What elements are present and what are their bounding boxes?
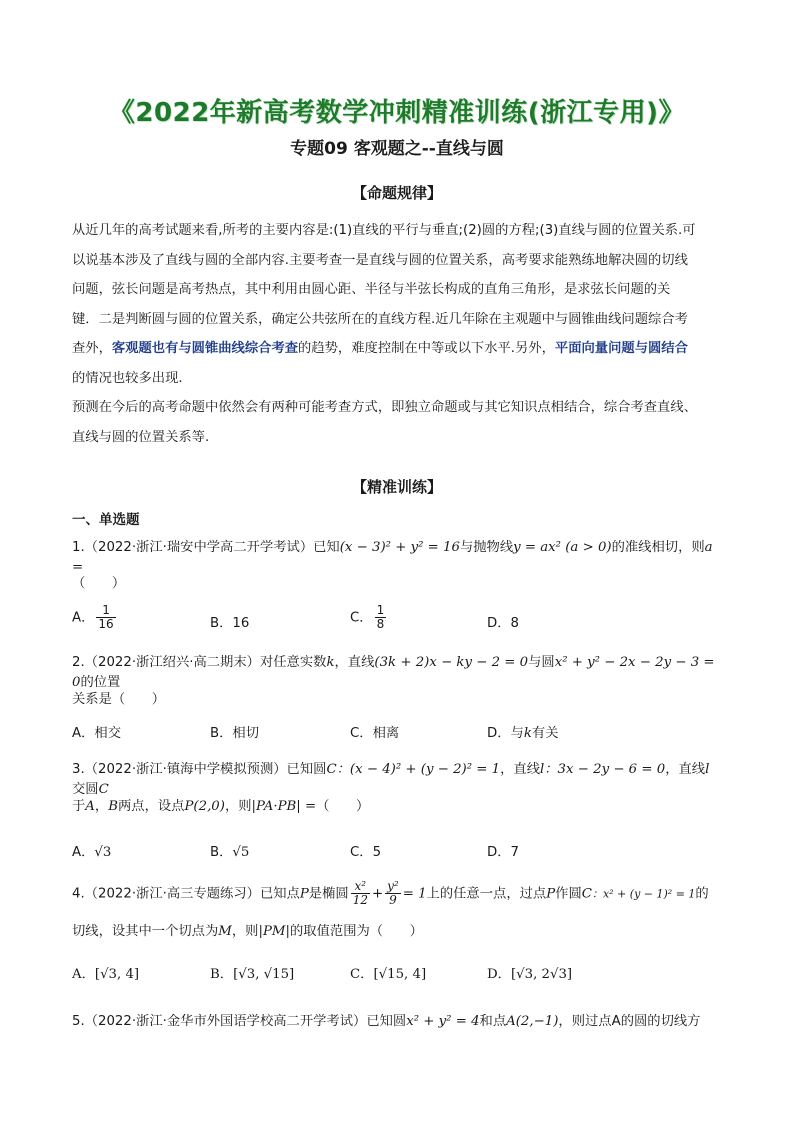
math-expression: y = ax² (a > 0) — [513, 540, 612, 555]
math-expression: √3 — [94, 845, 112, 860]
intro-line: 直线与圆的位置关系等. — [72, 429, 210, 445]
option-a — [72, 841, 111, 860]
question-text: 的位置 — [80, 675, 121, 690]
denominator: 12 — [352, 893, 368, 907]
math-expression: ：(x − 4)² + (y − 2)² = 1 — [336, 762, 501, 777]
option-b: B．[√3, √15] — [210, 967, 295, 982]
option-a — [72, 604, 118, 631]
question-text — [72, 797, 722, 817]
math-expression: P — [546, 886, 556, 902]
section-heading-rules: 【命题规律】 — [351, 184, 442, 202]
question-text: 的准线相切，则 — [611, 540, 705, 555]
denominator: 9 — [389, 893, 397, 907]
denominator: 16 — [98, 617, 114, 631]
math-expression: C — [581, 886, 592, 902]
option-a: A．相交 — [72, 726, 121, 741]
math-expression: |PM| — [258, 924, 291, 939]
question-text: 3.（2022·浙江·镇海中学模拟预测）已知圆 — [72, 762, 327, 777]
option-label: A． — [72, 845, 95, 860]
math-expression: + — [371, 886, 384, 902]
math-expression: ：x² + (y − 1)² = 1 — [591, 887, 696, 901]
question-5 — [72, 1012, 722, 1032]
math-expression: l — [540, 762, 545, 777]
question-text: 切线，设其中一个切点为 — [72, 924, 219, 939]
option-a: A．[√3, 4] — [72, 967, 140, 982]
denominator: 8 — [376, 617, 385, 631]
intro-text: 查外， — [72, 341, 112, 356]
intro-line: 问题，弦长问题是高考热点，其中利用由圆心距、半径与半弦长构成的直角三角形，是求弦长问题的关 — [72, 282, 671, 297]
question-text: ， — [94, 799, 109, 814]
question-text: 5.（2022·浙江·金华市外国语学校高二开学考试）已知圆 — [72, 1014, 407, 1029]
option-c: C．5 — [350, 845, 382, 860]
part-heading-single-choice: 一、单选题 — [72, 512, 140, 528]
fraction — [375, 604, 387, 631]
math-expression: = 1 — [402, 886, 427, 902]
math-expression: C — [326, 762, 337, 777]
option-c — [350, 604, 388, 631]
math-expression: ：3x − 2y − 6 = 0 — [544, 762, 666, 777]
question-3 — [72, 760, 722, 800]
question-text: ，直线 — [665, 762, 706, 777]
intro-line: 键．二是判断圆与圆的位置关系，确定公共弦所在的直线方程.近几年除在主观题中与圆锥曲线问题综合考 — [72, 311, 688, 327]
option-b: B．16 — [210, 616, 250, 631]
intro-paragraph — [72, 216, 722, 452]
intro-text: 的趋势，难度控制在中等或以下水平.另外， — [298, 341, 555, 356]
question-text: 与圆 — [528, 655, 555, 670]
math-expression: (x − 3)² + y² = 16 — [339, 540, 460, 555]
question-2 — [72, 653, 722, 693]
question-text: 的 — [695, 886, 709, 902]
option-b — [210, 841, 249, 860]
intro-line: 预测在今后的高考命题中依然会有两种可能考查方式，即独立命题或与其它知识点相结合，综合考查直线、 — [72, 400, 697, 415]
document-title: 《2022年新高考数学冲刺精准训练(浙江专用)》 — [108, 98, 686, 128]
math-expression: M — [218, 924, 232, 939]
math-expression: a = — [72, 540, 713, 575]
question-text: 2.（2022·浙江绍兴·高二期末）对任意实数 — [72, 655, 327, 670]
intro-line — [72, 334, 722, 364]
math-expression: x² + y² = 4 — [406, 1014, 480, 1029]
fraction — [385, 880, 401, 907]
answer-blank: （ ） — [316, 799, 370, 814]
question-text: ，直线 — [334, 655, 375, 670]
numerator: x² — [351, 880, 370, 894]
math-expression: P(2,0) — [184, 799, 225, 814]
math-expression: (3k + 2)x − ky − 2 = 0 — [374, 655, 529, 670]
question-text: ，则过点A的圆的切线方 — [558, 1014, 701, 1029]
question-text: 上的任意一点，过点 — [426, 886, 547, 902]
option-label: B． — [210, 845, 233, 860]
question-text: 交圆 — [72, 782, 99, 797]
math-expression: k — [523, 726, 532, 741]
question-text: 4.（2022·浙江·高三专题练习）已知点 — [72, 886, 300, 902]
highlight-text: 平面向量问题与圆结合 — [554, 341, 688, 356]
option-label: A． — [72, 610, 95, 626]
question-text: 1.（2022·浙江·瑞安中学高二开学考试）已知 — [72, 540, 340, 555]
intro-line: 以说基本涉及了直线与圆的全部内容.主要考查一是直线与圆的位置关系，高考要求能熟练地解决圆的切线 — [72, 252, 688, 268]
fraction — [351, 880, 370, 907]
math-expression: P — [299, 886, 309, 902]
numerator: 1 — [96, 604, 115, 618]
section-heading-training: 【精准训练】 — [351, 478, 442, 496]
question-text: 作圆 — [555, 886, 582, 902]
question-text: 于 — [72, 799, 86, 814]
option-c: C．相离 — [350, 726, 400, 741]
question-text: 关系是（ ） — [72, 692, 166, 707]
option-d: D．8 — [487, 616, 519, 631]
question-text: ，则 — [224, 799, 252, 814]
question-text: 与抛物线 — [459, 540, 514, 555]
question-text: 是椭圆 — [308, 886, 349, 902]
question-text: ，直线 — [500, 762, 540, 777]
math-expression: l — [705, 762, 710, 777]
option-text: 有关 — [531, 726, 559, 741]
numerator: y² — [387, 879, 399, 893]
question-1 — [72, 538, 722, 578]
fraction — [96, 604, 115, 631]
question-text: 和点 — [479, 1014, 507, 1029]
highlight-text: 客观题也有与圆锥曲线综合考查 — [111, 341, 299, 356]
math-expression: x² + y² − 2x − 2y − 3 = 0 — [72, 655, 715, 690]
intro-line: 的情况也较多出现. — [72, 370, 183, 386]
math-expression: B — [108, 799, 118, 814]
question-4 — [72, 880, 722, 907]
document-subtitle: 专题09 客观题之--直线与圆 — [290, 139, 504, 159]
math-expression: A(2,−1) — [506, 1014, 559, 1029]
numerator: 1 — [376, 603, 385, 617]
math-expression: k — [326, 655, 335, 670]
option-d: D．[√3, 2√3] — [487, 967, 573, 982]
option-c: C．[√15, 4] — [350, 967, 427, 982]
option-text: D．与 — [487, 726, 524, 741]
question-text: 两点，设点 — [117, 799, 185, 814]
option-label: C． — [350, 610, 373, 626]
intro-line: 从近几年的高考试题来看,所考的主要内容是:(1)直线的平行与垂直;(2)圆的方程;(3)直线与圆的位置关系.可 — [72, 223, 696, 238]
option-d: D．7 — [487, 845, 519, 860]
math-expression: |PA·PB| = — [251, 799, 317, 814]
option-b: B．相切 — [210, 726, 260, 741]
math-expression: √5 — [232, 845, 250, 860]
question-text: ，则 — [231, 924, 259, 939]
math-expression: C — [98, 782, 109, 797]
answer-blank: （ ） — [72, 576, 126, 591]
question-text: 的取值范围为（ ） — [290, 924, 423, 939]
question-text — [72, 922, 722, 942]
option-d — [487, 722, 559, 741]
math-expression: A — [85, 799, 95, 814]
